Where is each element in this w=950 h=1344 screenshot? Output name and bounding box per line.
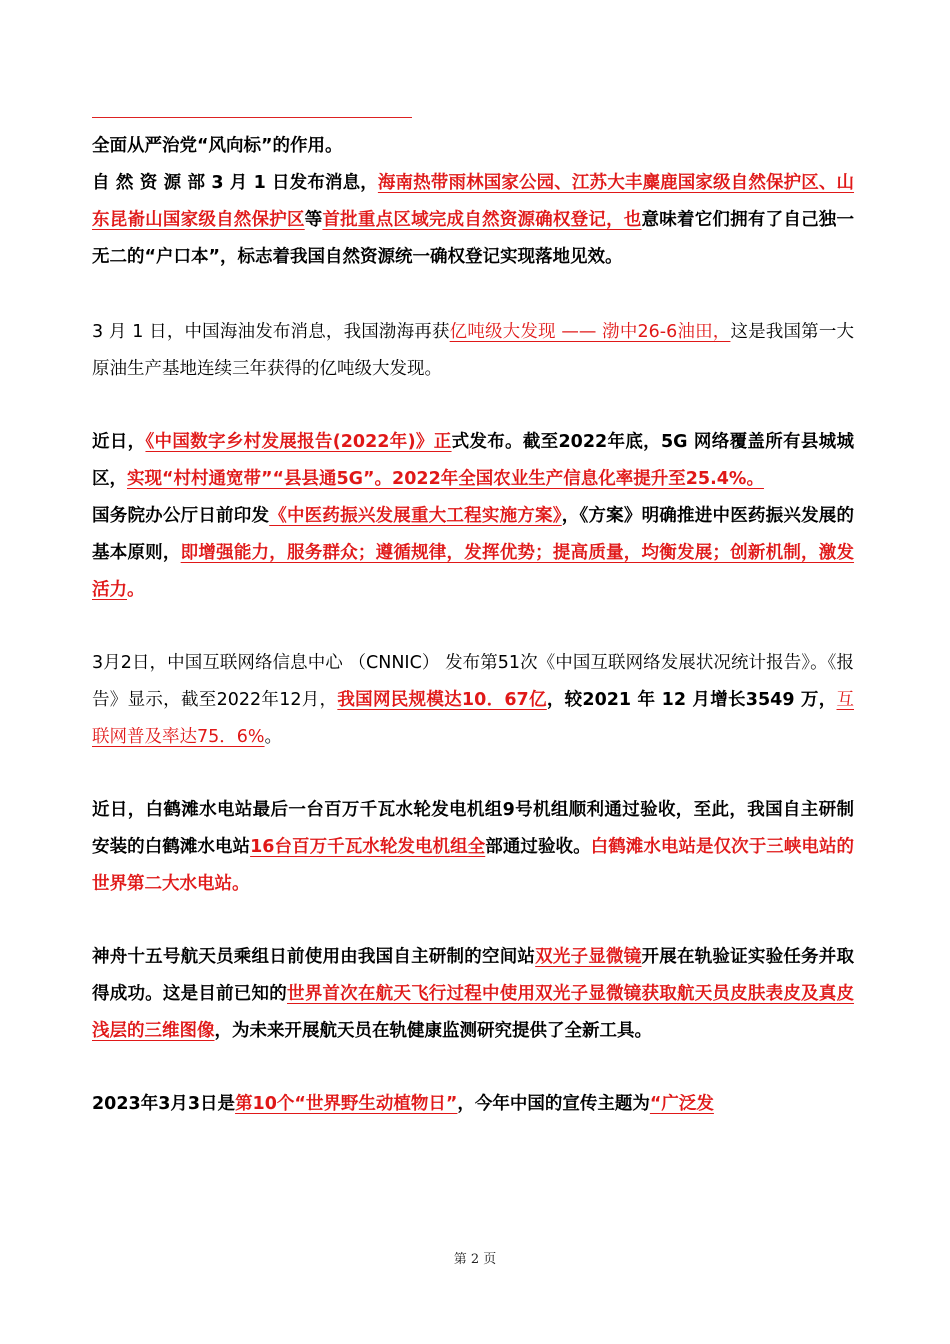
text-span: 。: [264, 727, 283, 747]
top-divider-line: [92, 117, 412, 118]
highlight-span: 即增强能力，服务群众；遵循规律，发挥优势；提高质量，均衡发展；创新机制，激发活力: [92, 543, 855, 600]
text-span: 。: [127, 580, 145, 600]
highlight-span: 《中国数字乡村发展报告(2022年)》正: [145, 432, 452, 452]
paragraph-natural-resources: [92, 165, 854, 276]
highlight-span: 互联网普及率达75．6%: [92, 690, 854, 747]
highlight-span: 双光子显微镜: [535, 947, 642, 967]
highlight-span: 世界首次在航天飞行过程中使用双光子显微镜获取航天员皮肤表皮及真皮浅层的三维图像: [92, 984, 855, 1041]
paragraph-wildlife-day: [92, 1086, 854, 1123]
highlight-span: 首批重点区域完成自然资源确权登记，也: [322, 210, 642, 230]
text-span: ，较2021 年 12 月增长3549 万，: [546, 690, 837, 710]
text-span: 部通过验收。: [485, 837, 591, 857]
paragraph-tcm-plan: [92, 498, 854, 609]
text-span: 式发布。截至2022年底，5G 网络覆盖所有县城城区，: [92, 432, 855, 489]
highlight-span: 白鹤滩水电站是仅次于三峡电站的世界第二大水电站。: [92, 837, 855, 894]
highlight-span: 《中医药振兴发展重大工程实施方案》: [269, 506, 562, 526]
highlight-span: “广泛发: [649, 1094, 714, 1114]
highlight-span: 亿吨级大发现 —— 渤中26-6油田，: [449, 322, 731, 342]
text-span: 2023年3月3日是: [92, 1094, 236, 1114]
highlight-span: 我国网民规模达10．67亿: [337, 690, 547, 710]
text-span: ，为未来开展航天员在轨健康监测研究提供了全新工具。: [214, 1021, 652, 1041]
paragraph-shenzhou: [92, 939, 854, 1050]
highlight-span: 第10个“世界野生动植物日”: [235, 1094, 458, 1114]
paragraph-cnnic-report: [92, 645, 854, 756]
text-span: 等: [304, 210, 323, 230]
highlight-span: 。2022年全国农业生产信息化率提升至25.4%。: [374, 469, 764, 489]
paragraph-baihetan: [92, 792, 854, 903]
text-span: 神舟十五号航天员乘组日前使用由我国自主研制的空间站: [92, 947, 536, 967]
text-span: ，《方案》明确推进中医药振兴发展的基本原则，: [92, 506, 855, 563]
text-span: 意味着它们拥有了自己独一无二的“户口本”，标志着我国自然资源统一确权登记实现落地见效。: [92, 210, 855, 267]
text-span: 国务院办公厅日前印发: [92, 506, 270, 526]
text-span: 近日，白鹤滩水电站最后一台百万千瓦水轮发电机组9号机组顺利通过验收，至此，我国自主研制安装的白鹤滩水电站: [92, 800, 854, 857]
text-span: ，今年中国的宣传主题为: [457, 1094, 650, 1114]
text-span: 3月2日，中国互联网络信息中心 （CNNIC） 发布第51次《中国互联网络发展状况统计报告》。《报告》显示，截至2022年12月，: [92, 653, 854, 710]
page-number: 第 2 页: [453, 1252, 497, 1267]
text-span: 自 然 资 源 部 3 月 1 日发布消息，: [92, 173, 378, 193]
paragraph-bohai-oilfield: [92, 314, 854, 388]
text-span: 开展在轨验证实验任务并取得成功。这是目前已知的: [92, 947, 855, 1004]
highlight-span: 实现“村村通宽带”“县县通5G”: [127, 469, 375, 489]
text-span: 近日，: [92, 432, 146, 452]
text-span: 这是我国第一大原油生产基地连续三年获得的亿吨级大发现。: [92, 322, 854, 379]
text-span: 3 月 1 日，中国海油发布消息，我国渤海再获: [92, 322, 450, 342]
paragraph-digital-village: [92, 424, 854, 498]
document-body: [92, 128, 854, 1123]
highlight-span: 海南热带雨林国家公园、江苏大丰麋鹿国家级自然保护区、山东昆嵛山国家级自然保护区: [92, 173, 855, 230]
highlight-span: 16台百万千瓦水轮发电机组全: [250, 837, 486, 857]
paragraph-party-discipline: [92, 128, 854, 165]
text-span: 全面从严治党“风向标”的作用。: [92, 136, 343, 156]
